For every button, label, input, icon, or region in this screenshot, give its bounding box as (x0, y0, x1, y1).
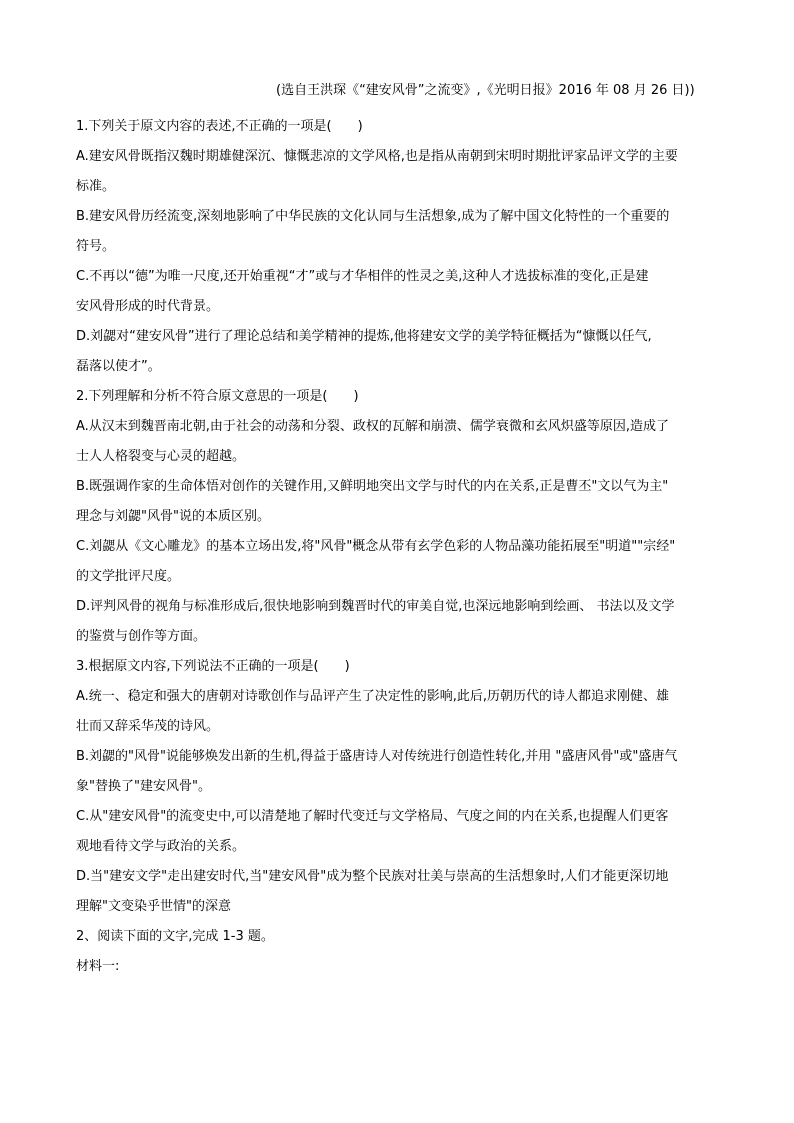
material-label: 材料一: (76, 959, 120, 974)
question-3-option-a-line-1: A.统一、稳定和强大的唐朝对诗歌创作与品评产生了决定性的影响,此后,历朝历代的诗人都追求刚健、雄 (76, 689, 670, 704)
question-1-option-c-line-2: 安风骨形成的时代背景。 (76, 299, 220, 314)
question-3-option-d-line-2: 理解"文变染乎世情"的深意 (76, 899, 231, 914)
question-3-stem: 3.根据原文内容,下列说法不正确的一项是( ) (76, 659, 350, 674)
question-1-option-a-line-1: A.建安风骨既指汉魏时期雄健深沉、慷慨悲凉的文学风格,也是指从南朝到宋明时期批评家品评文学的主要 (76, 149, 678, 164)
question-3-option-a-line-2: 壮而又辞采华茂的诗风。 (76, 719, 220, 734)
question-3-option-b-line-1: B.刘勰的"风骨"说能够焕发出新的生机,得益于盛唐诗人对传统进行创造性转化,并用 "盛唐风骨"或"盛唐气 (76, 749, 678, 764)
question-1-option-d-line-1: D.刘勰对“建安风骨”进行了理论总结和美学精神的提炼,他将建安文学的美学特征概括为“慷慨以任气, (76, 329, 652, 344)
question-1-option-b-line-2: 符号。 (76, 239, 116, 254)
question-2-option-b-line-1: B.既强调作家的生命体悟对创作的关键作用,又鲜明地突出文学与时代的内在关系,正是曹丕"文以气为主" (76, 479, 669, 494)
question-3-option-d-line-1: D.当"建安文学"走出建安时代,当"建安风骨"成为整个民族对壮美与崇高的生活想象时,人们才能更深切地 (76, 869, 669, 884)
question-2-option-a-line-1: A.从汉末到魏晋南北朝,由于社会的动荡和分裂、政权的瓦解和崩溃、儒学衰微和玄风炽盛等原因,造成了 (76, 419, 670, 434)
question-1-stem: 1.下列关于原文内容的表述,不正确的一项是( ) (76, 119, 363, 134)
question-1-option-c-line-1: C.不再以“德”为唯一尺度,还开始重视“才”或与才华相伴的性灵之美,这种人才选拔标准的变化,正是建 (76, 269, 649, 284)
question-1-option-b-line-1: B.建安风骨历经流变,深刻地影响了中华民族的文化认同与生活想象,成为了解中国文化特性的一个重要的 (76, 209, 670, 224)
question-2-option-c-line-1: C.刘勰从《文心雕龙》的基本立场出发,将"风骨"概念从带有玄学色彩的人物品藻功能拓展至"明道""宗经" (76, 539, 676, 554)
question-3-option-c-line-1: C.从"建安风骨"的流变史中,可以清楚地了解时代变迁与文学格局、气度之间的内在关系,也提醒人们更客 (76, 809, 669, 824)
question-3-option-b-line-2: 象"替换了"建安风骨"。 (76, 779, 211, 794)
section-intro: 2、阅读下面的文字,完成 1-3 题。 (76, 929, 274, 944)
question-2-option-b-line-2: 理念与刘勰"风骨"说的本质区别。 (76, 509, 270, 524)
question-2-option-d-line-2: 的鉴赏与创作等方面。 (76, 629, 207, 644)
question-1-option-d-line-2: 磊落以使才”。 (76, 359, 161, 374)
question-2-option-a-line-2: 士人人格裂变与心灵的超越。 (76, 449, 246, 464)
question-2-stem: 2.下列理解和分析不符合原文意思的一项是( ) (76, 389, 359, 404)
question-2-option-d-line-1: D.评判风骨的视角与标准形成后,很快地影响到魏晋时代的审美自觉,也深远地影响到绘画、 书法以及文学 (76, 599, 675, 614)
question-2-option-c-line-2: 的文学批评尺度。 (76, 569, 181, 584)
question-3-option-c-line-2: 观地看待文学与政治的关系。 (76, 839, 246, 854)
question-content (76, 112, 724, 982)
question-1-option-a-line-2: 标准。 (76, 179, 116, 194)
source-citation: (选自王洪琛《“建安风骨”之流变》,《光明日报》2016 年 08 月 26 日)) (276, 83, 695, 98)
